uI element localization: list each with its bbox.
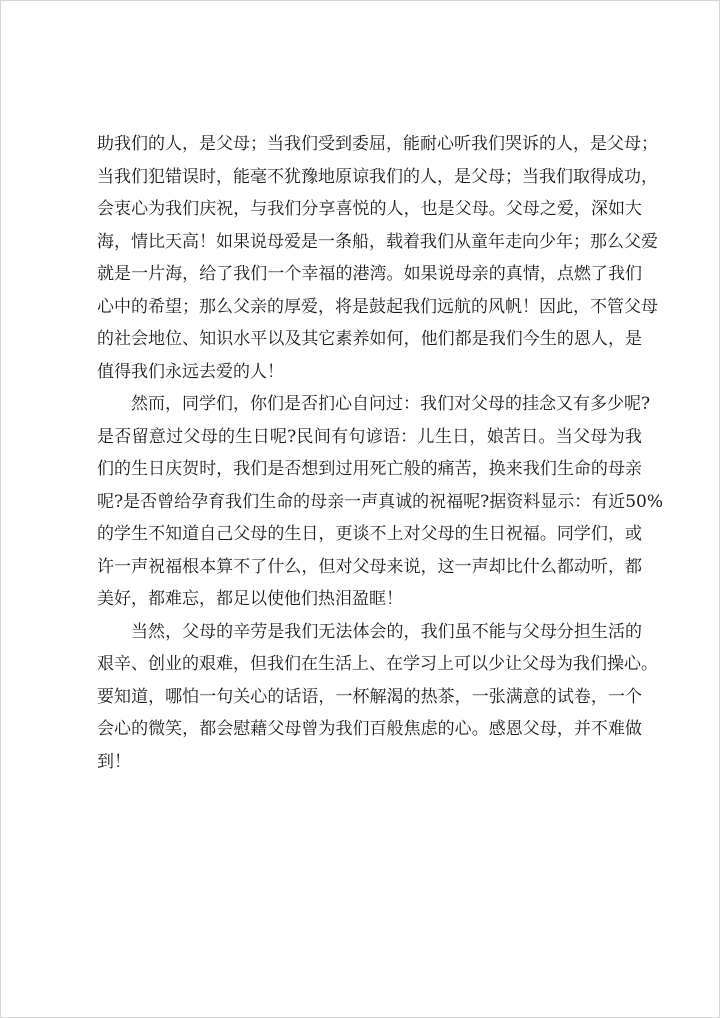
paragraph-3: [97, 616, 658, 779]
document-body: [97, 128, 664, 778]
text-line: 许一声祝福根本算不了什么，但对父母来说，这一声却比什么都动听，都: [97, 556, 642, 577]
text-line: 当然，父母的辛劳是我们无法体会的，我们虽不能与父母分担生活的: [131, 621, 642, 642]
text-line: 当我们犯错误时，能毫不犹豫地原谅我们的人，是父母；当我们取得成功，: [97, 166, 658, 187]
text-line: 心中的希望；那么父亲的厚爱，将是鼓起我们远航的风帆！因此，不管父母: [97, 296, 658, 317]
text-line: 的社会地位、知识水平以及其它素养如何，他们都是我们今生的恩人，是: [97, 329, 642, 349]
text-line: 然而，同学们，你们是否扪心自问过：我们对父母的挂念又有多少呢?: [131, 394, 651, 414]
text-line: 值得我们永远去爱的人！: [97, 361, 284, 382]
paragraph-1: [97, 128, 658, 388]
text-line: 们的生日庆贺时，我们是否想到过用死亡般的痛苦，换来我们生命的母亲: [97, 459, 642, 479]
text-line: 助我们的人，是父母；当我们受到委屈，能耐心听我们哭诉的人，是父母；: [97, 134, 658, 154]
text-line: 会心的微笑，都会慰藉父母曾为我们百般焦虑的心。感恩父母，并不难做: [97, 719, 642, 739]
text-line: 要知道，哪怕一句关心的话语，一杯解渴的热茶，一张满意的试卷，一个: [97, 686, 642, 707]
text-line: 的学生不知道自己父母的生日，更谈不上对父母的生日祝福。同学们，或: [97, 524, 642, 544]
text-line: 美好，都难忘，都足以使他们热泪盈眶！: [97, 589, 403, 609]
text-line: 到！: [97, 751, 131, 772]
text-line: 海，情比天高！如果说母爱是一条船，载着我们从童年走向少年；那么父爱: [97, 231, 658, 252]
text-line: 就是一片海，给了我们一个幸福的港湾。如果说母亲的真情，点燃了我们: [97, 264, 642, 284]
paragraph-2: [97, 388, 664, 616]
text-line: 呢?是否曾给孕育我们生命的母亲一声真诚的祝福呢?据资料显示：有近50%: [97, 491, 664, 512]
text-line: 是否留意过父母的生日呢?民间有句谚语：儿生日，娘苦日。当父母为我: [97, 426, 642, 447]
text-line: 艰辛、创业的艰难，但我们在生活上、在学习上可以少让父母为我们操心。: [97, 654, 658, 674]
text-line: 会衷心为我们庆祝，与我们分享喜悦的人，也是父母。父母之爱，深如大: [97, 199, 642, 219]
